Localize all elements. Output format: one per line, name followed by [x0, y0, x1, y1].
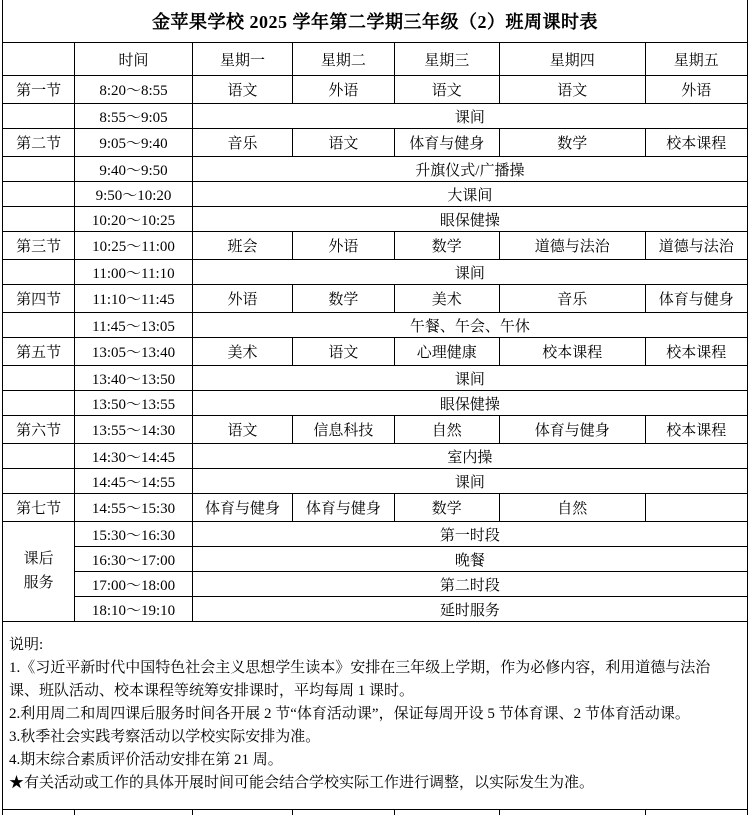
time-cell: 10:25～11:00 [75, 232, 192, 260]
stub-cell [499, 810, 645, 816]
table-row [3, 469, 748, 494]
time-cell: 17:00～18:00 [75, 572, 192, 597]
merged-activity-cell: 晚餐 [192, 547, 747, 572]
subject-cell: 体育与健身 [394, 129, 499, 157]
time-cell: 10:20～10:25 [75, 207, 192, 232]
table-row [3, 76, 748, 104]
subject-cell: 自然 [394, 416, 499, 444]
timetable-sheet [2, 0, 748, 815]
note-line: 1.《习近平新时代中国特色社会主义思想学生读本》安排在三年级上学期，作为必修内容，利用道德与法治课、班队活动、校本课程等统筹安排课时，平均每周 1 课时。 [9, 659, 711, 699]
table-row [3, 207, 748, 232]
time-cell: 14:30～14:45 [75, 444, 192, 469]
subject-cell: 道德与法治 [645, 232, 747, 260]
header-cell: 星期一 [192, 43, 292, 76]
merged-activity-cell: 课间 [192, 104, 747, 129]
subject-cell: 语文 [394, 76, 499, 104]
table-row [3, 444, 748, 469]
subject-cell: 道德与法治 [499, 232, 645, 260]
section-cell [3, 129, 75, 157]
section-cell [3, 207, 75, 232]
section-cell [3, 391, 75, 416]
table-row [3, 597, 748, 622]
stub-cell [293, 810, 394, 816]
subject-cell: 校本课程 [645, 129, 747, 157]
timetable-body [3, 76, 748, 816]
header-cell-empty [3, 43, 75, 76]
subject-cell: 体育与健身 [293, 494, 394, 522]
subject-cell: 音乐 [192, 129, 292, 157]
merged-activity-cell: 第一时段 [192, 522, 747, 547]
subject-cell: 外语 [293, 76, 394, 104]
section-cell [3, 416, 75, 444]
subject-cell: 语文 [192, 416, 292, 444]
section-cell [3, 469, 75, 494]
header-cell: 星期二 [293, 43, 394, 76]
merged-activity-cell: 课间 [192, 469, 747, 494]
time-cell: 11:00～11:10 [75, 260, 192, 285]
time-cell: 11:10～11:45 [75, 285, 192, 313]
subject-cell: 体育与健身 [499, 416, 645, 444]
merged-activity-cell: 延时服务 [192, 597, 747, 622]
merged-activity-cell: 课间 [192, 260, 747, 285]
stub-cell [394, 810, 499, 816]
subject-cell [645, 494, 747, 522]
subject-cell: 美术 [394, 285, 499, 313]
subject-cell: 外语 [293, 232, 394, 260]
section-cell [3, 260, 75, 285]
table-row [3, 494, 748, 522]
table-row [3, 572, 748, 597]
subject-cell: 数学 [394, 232, 499, 260]
section-cell [3, 366, 75, 391]
section-label: 第四节 [16, 292, 62, 308]
stub-cell [192, 810, 292, 816]
stub-cell [75, 810, 192, 816]
header-cell: 星期五 [645, 43, 747, 76]
time-cell: 14:55～15:30 [75, 494, 192, 522]
section-cell [3, 494, 75, 522]
table-row [3, 547, 748, 572]
subject-cell: 语文 [192, 76, 292, 104]
merged-activity-cell: 室内操 [192, 444, 747, 469]
subject-cell: 语文 [293, 129, 394, 157]
header-cell: 星期四 [499, 43, 645, 76]
note-line: 说明: [9, 636, 44, 653]
section-cell [3, 313, 75, 338]
note-line: ★有关活动或工作的具体开展时间可能会结合学校实际工作进行调整，以实际发生为准。 [9, 774, 595, 791]
stub-cell [645, 810, 747, 816]
table-row [3, 260, 748, 285]
subject-cell: 外语 [645, 76, 747, 104]
subject-cell: 信息科技 [293, 416, 394, 444]
section-cell [3, 232, 75, 260]
subject-cell: 语文 [293, 338, 394, 366]
subject-cell: 校本课程 [645, 338, 747, 366]
table-row [3, 232, 748, 260]
stub-cell [3, 810, 75, 816]
section-cell [3, 157, 75, 182]
subject-cell: 音乐 [499, 285, 645, 313]
time-cell: 16:30～17:00 [75, 547, 192, 572]
note-line: 2.利用周二和周四课后服务时间各开展 2 节“体育活动课”，保证每周开设 5 节体育课、2 节体育活动课。 [9, 705, 690, 722]
section-label: 第三节 [16, 239, 62, 255]
section-cell [3, 522, 75, 622]
note-line: 3.秋季社会实践考察活动以学校实际安排为准。 [9, 728, 321, 745]
merged-activity-cell: 午餐、午会、午休 [192, 313, 747, 338]
time-cell: 9:40～9:50 [75, 157, 192, 182]
subject-cell: 体育与健身 [645, 285, 747, 313]
section-cell [3, 76, 75, 104]
section-cell [3, 182, 75, 207]
table-row [3, 522, 748, 547]
table-row [3, 416, 748, 444]
header-cell: 时间 [75, 43, 192, 76]
section-cell [3, 338, 75, 366]
time-cell: 13:50～13:55 [75, 391, 192, 416]
header-cell: 星期三 [394, 43, 499, 76]
notes-row [3, 622, 748, 810]
time-cell: 9:50～10:20 [75, 182, 192, 207]
subject-cell: 数学 [394, 494, 499, 522]
subject-cell: 心理健康 [394, 338, 499, 366]
subject-cell: 数学 [293, 285, 394, 313]
subject-cell: 校本课程 [499, 338, 645, 366]
table-row [3, 366, 748, 391]
table-row [3, 157, 748, 182]
table-row [3, 182, 748, 207]
merged-activity-cell: 第二时段 [192, 572, 747, 597]
timetable-table [2, 42, 748, 815]
merged-activity-cell: 大课间 [192, 182, 747, 207]
time-cell: 11:45～13:05 [75, 313, 192, 338]
subject-cell: 美术 [192, 338, 292, 366]
subject-cell: 班会 [192, 232, 292, 260]
time-cell: 8:20～8:55 [75, 76, 192, 104]
section-label: 第一节 [16, 83, 62, 99]
subject-cell: 语文 [499, 76, 645, 104]
time-cell: 8:55～9:05 [75, 104, 192, 129]
section-label: 第五节 [16, 345, 62, 361]
merged-activity-cell: 眼保健操 [192, 391, 747, 416]
table-row [3, 391, 748, 416]
table-row [3, 313, 748, 338]
subject-cell: 体育与健身 [192, 494, 292, 522]
section-cell [3, 444, 75, 469]
merged-activity-cell: 课间 [192, 366, 747, 391]
note-line: 4.期末综合素质评价活动安排在第 21 周。 [9, 751, 283, 768]
time-cell: 13:40～13:50 [75, 366, 192, 391]
time-cell: 13:55～14:30 [75, 416, 192, 444]
table-row [3, 285, 748, 313]
notes-cell [3, 622, 748, 810]
time-cell: 9:05～9:40 [75, 129, 192, 157]
time-cell: 14:45～14:55 [75, 469, 192, 494]
section-label: 第六节 [16, 423, 62, 439]
table-row [3, 129, 748, 157]
section-label: 课后服务 [23, 551, 54, 591]
subject-cell: 校本课程 [645, 416, 747, 444]
section-label: 第七节 [16, 501, 62, 517]
section-cell [3, 104, 75, 129]
header-row [3, 43, 748, 76]
section-cell [3, 285, 75, 313]
subject-cell: 外语 [192, 285, 292, 313]
time-cell: 18:10～19:10 [75, 597, 192, 622]
page-title: 金苹果学校 2025 学年第二学期三年级（2）班周课时表 [2, 0, 748, 42]
time-cell: 15:30～16:30 [75, 522, 192, 547]
subject-cell: 自然 [499, 494, 645, 522]
table-row [3, 104, 748, 129]
merged-activity-cell: 升旗仪式/广播操 [192, 157, 747, 182]
merged-activity-cell: 眼保健操 [192, 207, 747, 232]
section-label: 第二节 [16, 136, 62, 152]
table-bottom-stub-row [3, 810, 748, 816]
time-cell: 13:05～13:40 [75, 338, 192, 366]
table-row [3, 338, 748, 366]
subject-cell: 数学 [499, 129, 645, 157]
